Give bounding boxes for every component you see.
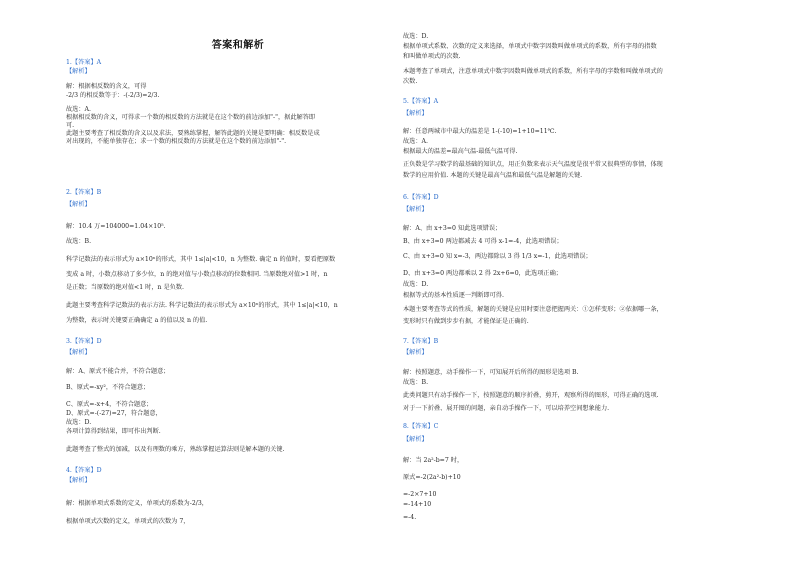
solution-line: 科学记数法的表示形式为 a×10ⁿ的形式，其中 1≤|a|<10，n 为整数. 确定 n 的值时，要看把原数: [66, 256, 336, 263]
answer-label-q2: 2.【答案】B: [66, 189, 102, 196]
solution-line: 原式=-2(2a²-b)+10: [403, 474, 461, 481]
analysis-label-q2: 【解析】: [66, 201, 91, 208]
analysis-label-q8: 【解析】: [403, 436, 428, 443]
solution-line: 故选：D.: [403, 281, 429, 288]
solution-line: 对出现的，不能单独存在；求一个数的相反数的方法就是在这个数的前边添加"-".: [66, 138, 287, 145]
solution-line: 正负数是学习数学的最基础的知识点，用正负数来表示天气温度是很平常又很典型的事情，体现: [403, 161, 663, 168]
solution-line: 各项计算得到结果，即可作出判断.: [66, 428, 161, 435]
solution-line: 解：A、由 x+3=0 知此选项错误；: [403, 225, 502, 232]
solution-line: C、由 x+3=0 知 x=-3，两边都除以 3 得 1/3 x=-1，此选项错误；: [403, 253, 592, 260]
solution-line: 故选：B.: [66, 238, 92, 245]
solution-line: 解：A、原式不能合并，不符合题意；: [66, 368, 170, 375]
solution-line: 可.: [66, 122, 75, 129]
solution-line: 此题主要考查了相反数的含义以及求法，要熟练掌握，解答此题的关键是要明确：相反数是成: [66, 130, 320, 137]
solution-line: 是正数；当原数的绝对值<1 时，n 是负数.: [66, 284, 185, 291]
solution-line: 此题考查了整式的加减，以及有理数的乘方，熟练掌握运算法则是解本题的关键.: [66, 446, 285, 453]
analysis-label-q7: 【解析】: [403, 349, 428, 356]
solution-line: 对于一下折叠、展开图的问题，亲自动手操作一下，可以培养空间想象能力.: [403, 405, 610, 412]
solution-line: 和叫做单项式的次数.: [403, 53, 461, 60]
solution-line: 解：10.4 万=104000=1.04×10⁵.: [66, 223, 166, 230]
solution-line: 解：任意两城市中最大的温差是 1-(-10)=1+10=11℃.: [403, 128, 557, 135]
solution-line: 变成 a 时，小数点移动了多少位，n 的绝对值与小数点移动的位数相同. 当原数绝对值>1 时，n: [66, 271, 328, 278]
answer-label-q8: 8.【答案】C: [403, 423, 439, 430]
analysis-label-q5: 【解析】: [403, 110, 428, 117]
analysis-label-q3: 【解析】: [66, 349, 91, 356]
solution-line: 解：根据单项式系数的定义，单项式的系数为-2/3，: [66, 500, 208, 507]
solution-line: 根据最大的温差=最高气温-最低气温可得.: [403, 148, 518, 155]
solution-line: D、原式=-(-27)=27，符合题意，: [66, 410, 162, 417]
solution-line: 根据等式的基本性质逐一判断即可得.: [403, 292, 504, 299]
analysis-label-q1: 【解析】: [66, 68, 91, 75]
solution-line: 此类问题只有动手操作一下，按照题意的顺序折叠，剪开，观察所得的图形，可得正确的选项.: [403, 392, 659, 399]
solution-line: 故选：A.: [403, 138, 428, 145]
answer-label-q3: 3.【答案】D: [66, 338, 102, 345]
solution-line: 本题考查了单项式，注意单项式中数字因数叫做单项式的系数，所有字母的字数和叫做单项式的: [403, 68, 663, 75]
solution-line: 故选：D.: [403, 33, 429, 40]
analysis-label-q4: 【解析】: [66, 477, 91, 484]
answer-label-q7: 7.【答案】B: [403, 338, 439, 345]
solution-line: =-2×7+10: [403, 491, 437, 498]
solution-line: 根据相反数的含义，可得求一个数的相反数的方法就是在这个数的前边添加"-"，据此解答即: [66, 114, 316, 121]
solution-line: D、由 x+3=0 两边都乘以 2 得 2x+6=0，此选项正确；: [403, 270, 562, 277]
solution-line: 根据单项式系数、次数的定义来选择，单项式中数字因数叫做单项式的系数，所有字母的指数: [403, 43, 657, 50]
answer-label-q5: 5.【答案】A: [403, 98, 439, 105]
solution-line: 根据单项式次数的定义，单项式的次数为 7，: [66, 518, 190, 525]
solution-line: 此题主要考查科学记数法的表示方法. 科学记数法的表示形式为 a×10ⁿ的形式，其中 1≤|a|<10，n: [66, 302, 338, 309]
solution-line: 故选：B.: [403, 379, 429, 386]
solution-line: B、原式=-xy²，不符合题意；: [66, 384, 150, 391]
solution-line: 解：根据相反数的含义，可得: [66, 83, 147, 90]
solution-line: 为整数，表示时关键要正确确定 a 的值以及 n 的值.: [66, 317, 208, 324]
solution-line: 变形时只有做到步步有据，才能保证是正确的.: [403, 318, 529, 325]
solution-line: =-4.: [403, 514, 417, 521]
page-title: 答案和解析: [211, 40, 265, 51]
solution-line: 故选：D.: [66, 419, 92, 426]
solution-line: 故选：A.: [66, 106, 91, 113]
solution-line: -2/3 的相反数等于：-(-2/3)=2/3.: [66, 92, 160, 99]
solution-line: 解：按照题意，动手操作一下，可知展开后所得的图形是选项 B.: [403, 369, 579, 376]
answer-label-q1: 1.【答案】A: [66, 59, 102, 66]
solution-line: 次数.: [403, 78, 418, 85]
solution-line: =-14+10: [403, 501, 432, 508]
solution-line: 本题主要考查等式的性质，解题的关键是应用时要注意把握两关：①怎样变形；②依据哪一条，: [403, 306, 663, 313]
solution-line: C、原式=-x+4，不符合题意；: [66, 401, 153, 408]
solution-line: B、由 x+3=0 两边都减去 4 可得 x-1=-4，此选项错误；: [403, 238, 563, 245]
solution-line: 数学的应用价值. 本题的关键是最高气温和最低气温是解题的关键.: [403, 172, 583, 179]
analysis-label-q6: 【解析】: [403, 206, 428, 213]
solution-line: 解：当 2a²-b=7 时，: [403, 457, 464, 464]
answer-label-q4: 4.【答案】D: [66, 467, 102, 474]
answer-label-q6: 6.【答案】D: [403, 194, 439, 201]
